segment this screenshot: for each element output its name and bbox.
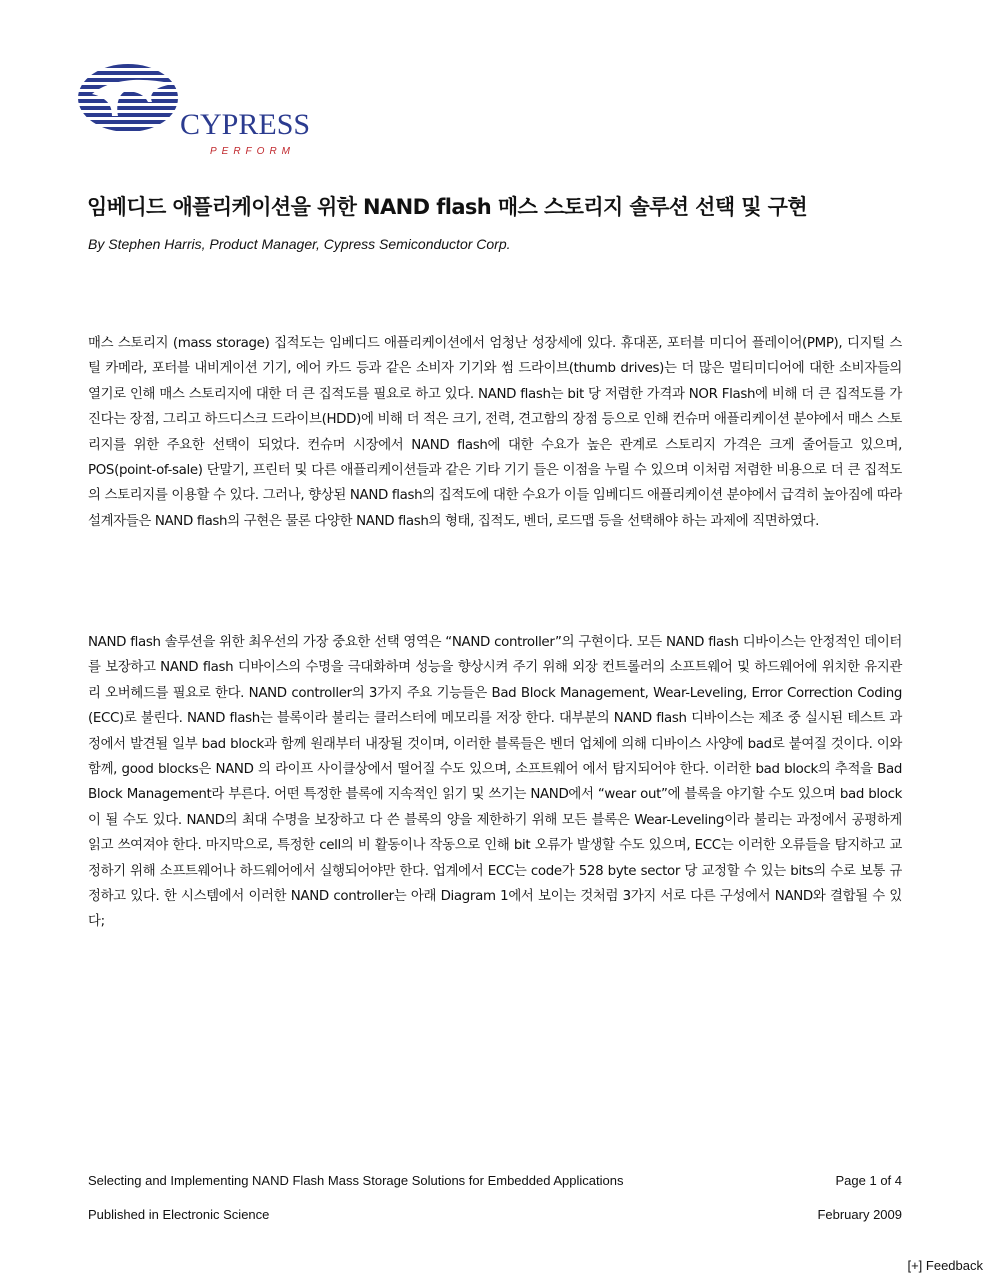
cypress-globe-icon bbox=[78, 62, 188, 134]
article-byline: By Stephen Harris, Product Manager, Cypress Semiconductor Corp. bbox=[88, 236, 511, 252]
logo-wordmark: CYPRESS bbox=[180, 108, 311, 141]
article-title: 임베디드 애플리케이션을 위한 NAND flash 매스 스토리지 솔루션 선택 및 구현 bbox=[87, 195, 808, 219]
footer-date: February 2009 bbox=[817, 1207, 902, 1222]
footer-published: Published in Electronic Science bbox=[88, 1207, 270, 1222]
feedback-link[interactable]: [+] Feedback bbox=[907, 1258, 983, 1273]
footer-doc-title: Selecting and Implementing NAND Flash Mass Storage Solutions for Embedded Applications bbox=[88, 1173, 624, 1188]
cypress-logo bbox=[78, 62, 318, 162]
footer-page-number: Page 1 of 4 bbox=[835, 1173, 902, 1188]
paragraph-2: NAND flash 솔루션을 위한 최우선의 가장 중요한 선택 영역은 “NAND controller”의 구현이다. 모든 NAND flash 디바이스는 안정적인 데이터를 보장하고 NAND flash 디바이스의 수명을 극대화하며 성능을 향상시켜 주기 위해 외장 컨트롤러의 소프트웨어 및 하드웨어에 위치한 유지관리 오버헤드를 필요로 한다. NAND controller의 3가지 주요 기능들은 Bad Block Management, Wear-Leveling, Error Correction Coding (ECC)로 불린다. NAND flash는 블록이라 불리는 클러스터에 메모리를 저장 한다. 대부분의 NAND flash 디바이스는 제조 중 실시된 테스트 과정에서 발견될 일부 bad block과 함께 원래부터 내장될 것이며, 이러한 블록들은 벤더 업체에 의해 디바이스 사양에 bad로 붙여질 것이다. 이와 함께, good blocks은 NAND 의 라이프 사이클상에서 떨어질 수도 있으며, 소프트웨어 에서 탐지되어야 한다. 이러한 bad block의 추적을 Bad Block Management라 부른다. 어떤 특정한 블록에 지속적인 읽기 및 쓰기는 NAND에서 “wear out”에 블록을 야기할 수도 있으며 bad block이 될 수도 있다. NAND의 최대 수명을 보장하고 다 쓴 블록의 양을 제한하기 위해 모든 블록은 Wear-Leveling이라 불리는 과정에서 공평하게 읽고 쓰여져야 한다. 마지막으로, 특정한 cell의 비 활동이나 작동으로 인해 bit 오류가 발생할 수도 있으며, ECC는 이러한 오류들을 탐지하고 교정하기 위해 소프트웨어나 하드웨어에서 실행되어야만 한다. 업계에서 ECC는 code가 528 byte sector 당 교정할 수 있는 bits의 수로 보통 규정하고 있다. 한 시스템에서 이러한 NAND controller는 아래 Diagram 1에서 보이는 것처럼 3가지 서로 다른 구성에서 NAND와 결합될 수 있다; bbox=[88, 635, 902, 930]
paragraph-1: 매스 스토리지 (mass storage) 집적도는 임베디드 애플리케이션에서 엄청난 성장세에 있다. 휴대폰, 포터블 미디어 플레이어(PMP), 디지털 스틸 카메라, 포터블 내비게이션 기기, 에어 카드 등과 같은 소비자 기기와 썸 드라이브(thumb drives)는 더 많은 멀티미디어에 대한 소비자들의 열기로 인해 매스 스토리지에 대한 더 큰 집적도를 필요로 하고 있다. NAND flash는 bit 당 저렴한 가격과 NOR Flash에 비해 더 큰 집적도를 가진다는 장점, 그리고 하드디스크 드라이브(HDD)에 비해 더 적은 크기, 전력, 견고함의 장점 등으로 인해 컨슈머 애플리케이션 분야에서 매스 스토리지를 위한 주요한 선택이 되었다. 컨슈머 시장에서 NAND flash에 대한 수요가 높은 관계로 스토리지 가격은 크게 줄어들고 있으며, POS(point-of-sale) 단말기, 프린터 및 다른 애플리케이션들과 같은 기타 기기 들은 이점을 누릴 수 있으며 이처럼 저렴한 비용으로 더 큰 집적도의 스토리지를 이용할 수 있다. 그러나, 향상된 NAND flash의 집적도에 대한 수요가 이들 임베디드 애플리케이션 분야에서 급격히 높아짐에 따라 설계자들은 NAND flash의 구현은 물론 다양한 NAND flash의 형태, 집적도, 벤더, 로드맵 등을 선택해야 하는 과제에 직면하였다. bbox=[88, 336, 902, 529]
logo-tagline: PERFORM bbox=[210, 146, 295, 157]
